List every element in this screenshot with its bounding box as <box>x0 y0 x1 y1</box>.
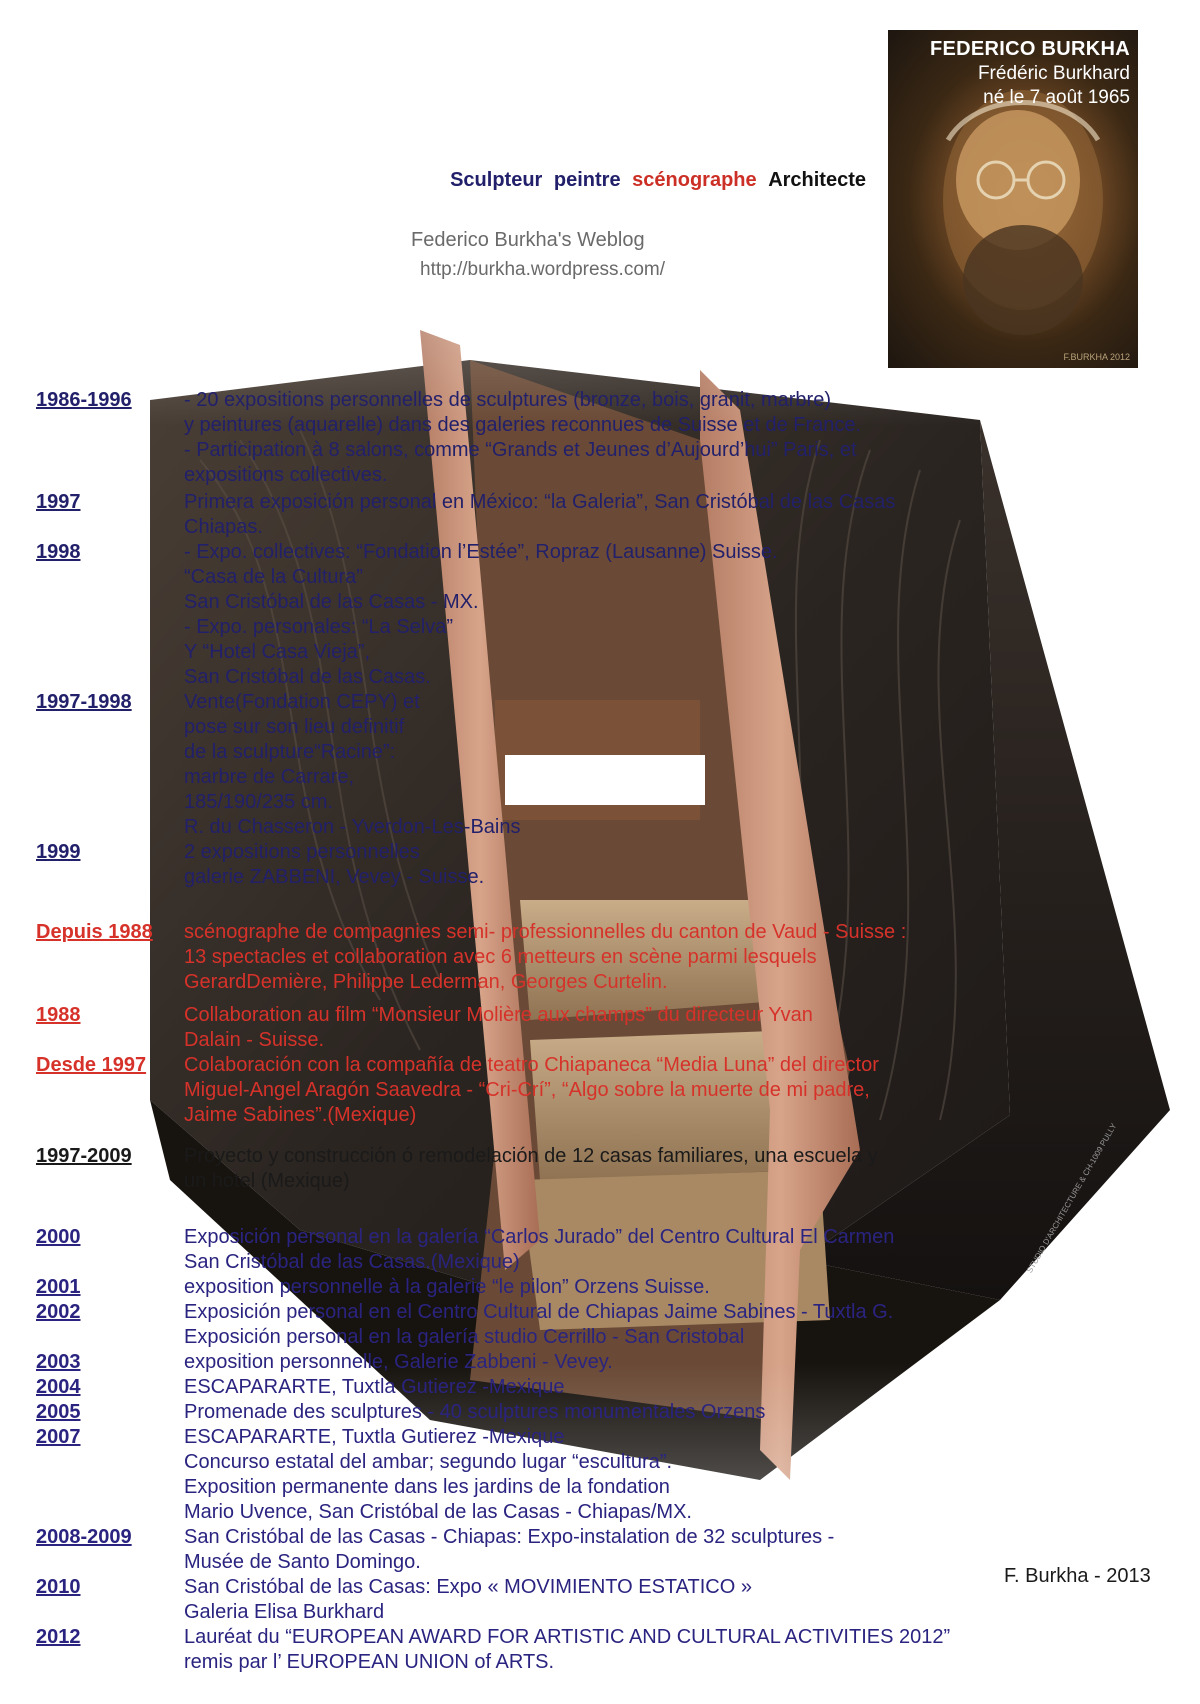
cv-year: Depuis 1988 <box>36 921 153 943</box>
cv-line: exposition personnelle, Galerie Zabbeni - Vevey. <box>184 1351 613 1373</box>
studio-stamp: STUDIO D'ARCHITECTURE & CH-1009 PULLY <box>1025 1121 1119 1275</box>
cv-line: Y “Hotel Casa Vieja”, <box>184 641 371 663</box>
portrait-signature: F.BURKHA 2012 <box>1063 352 1130 362</box>
cv-description <box>184 1425 692 1525</box>
cv-line: 2 expositions personnelles <box>184 841 420 863</box>
cv-line: San Cristóbal de las Casas - MX. <box>184 591 479 613</box>
cv-year: 2007 <box>36 1426 81 1448</box>
cv-line: Chiapas. <box>184 516 263 538</box>
role-peintre: peintre <box>553 169 621 191</box>
cv-description <box>184 1275 710 1300</box>
cv-description <box>184 490 895 540</box>
cv-line: ESCAPARARTE, Tuxtla Gutierez -Mexique <box>184 1426 565 1448</box>
role-scenographe: scénographe <box>632 169 757 191</box>
cv-line: Miguel-Angel Aragón Saavedra - “Cri-Crí”, “Algo sobre la muerte de mi padre, <box>184 1079 870 1101</box>
cv-description <box>184 388 861 488</box>
cv-line: San Cristóbal de las Casas.(Mexique) <box>184 1251 520 1273</box>
cv-line: un hotel (Mexique) <box>184 1170 350 1192</box>
cv-line: Galeria Elisa Burkhard <box>184 1601 385 1623</box>
cv-year: Desde 1997 <box>36 1054 147 1076</box>
cv-description <box>184 920 906 995</box>
cv-line: - Participation à 8 salons, comme “Grands et Jeunes d’Aujourd’hui” Paris, et <box>184 439 857 461</box>
cv-description <box>184 540 778 690</box>
cv-year: 1998 <box>36 541 81 563</box>
cv-line: - Expo. personales: “La Selva” <box>184 616 454 638</box>
cv-description <box>184 1575 752 1625</box>
cv-line: Vente(Fondation CEPY) et <box>184 691 420 713</box>
cv-line: marbre de Carrare, <box>184 766 355 788</box>
cv-line: Promenade des sculptures - 40 sculptures monumentales Orzens <box>184 1401 766 1423</box>
cv-description <box>184 1144 878 1194</box>
cv-year: 1997-2009 <box>36 1145 132 1167</box>
cv-year: 2004 <box>36 1376 81 1398</box>
cv-year: 1986-1996 <box>36 389 132 411</box>
cv-year: 1988 <box>36 1004 81 1026</box>
portrait-real-name: Frédéric Burkhard <box>977 63 1130 84</box>
cv-line: San Cristóbal de las Casas: Expo « MOVIMIENTO ESTATICO » <box>184 1576 752 1598</box>
cv-year: 2002 <box>36 1301 81 1323</box>
cv-line: Exposición personal en la galería studio Cerrillo - San Cristobal <box>184 1326 745 1348</box>
cv-description <box>184 1625 950 1675</box>
cv-line: Primera exposición personal en México: “la Galeria”, San Cristóbal de las Casas <box>184 491 896 513</box>
cv-line: y peintures (aquarelle) dans des galeries reconnues de Suisse et de France. <box>184 414 862 436</box>
cv-description <box>184 840 484 890</box>
weblog-title: Federico Burkha's Weblog <box>411 229 645 251</box>
footer-signature: F. Burkha - 2013 <box>1004 1565 1151 1587</box>
cv-year: 2001 <box>36 1276 81 1298</box>
cv-line: Jaime Sabines”.(Mexique) <box>184 1104 417 1126</box>
cv-line: “Casa de la Cultura” <box>184 566 363 588</box>
cv-line: San Cristóbal de las Casas. <box>184 666 431 688</box>
cv-line: R. du Chasseron - Yverdon-Les-Bains <box>184 816 521 838</box>
cv-line: exposition personnelle à la galerie “le pilon” Orzens Suisse. <box>184 1276 710 1298</box>
cv-line: expositions collectives. <box>184 464 388 486</box>
cv-description <box>184 1350 613 1375</box>
cv-description <box>184 1053 879 1128</box>
portrait-name: FEDERICO BURKHA <box>929 38 1130 60</box>
cv-description <box>184 1525 834 1575</box>
cv-description <box>184 1400 765 1425</box>
cv-line: 185/190/235 cm. <box>184 791 333 813</box>
cv-line: 13 spectacles et collaboration avec 6 metteurs en scène parmi lesquels <box>184 946 817 968</box>
cv-line: Concurso estatal del ambar; segundo lugar “escultura”. <box>184 1451 673 1473</box>
cv-line: ESCAPARARTE, Tuxtla Gutierez -Mexique <box>184 1376 565 1398</box>
cv-line: Exposition permanente dans les jardins de la fondation <box>184 1476 670 1498</box>
cv-year: 2012 <box>36 1626 81 1648</box>
cv-line: Exposición personal en la galería “Carlos Jurado” del Centro Cultural El Carmen <box>184 1226 895 1248</box>
cv-line: Collaboration au film “Monsieur Molière aux champs” du directeur Yvan <box>184 1004 813 1026</box>
cv-description <box>184 1375 565 1400</box>
cv-line: GerardDemière, Philippe Lederman, Georges Curtelin. <box>184 971 668 993</box>
cv-year: 2000 <box>36 1226 81 1248</box>
cv-year: 1997 <box>36 491 81 513</box>
cv-line: Mario Uvence, San Cristóbal de las Casas - Chiapas/MX. <box>184 1501 692 1523</box>
cv-line: de la sculpture“Racine”: <box>184 741 396 763</box>
cv-year: 2010 <box>36 1576 81 1598</box>
cv-line: Dalain - Suisse. <box>184 1029 325 1051</box>
cv-line: - Expo. collectives: “Fondation l’Estée”, Ropraz (Lausanne) Suisse. <box>184 541 778 563</box>
cv-year: 2003 <box>36 1351 81 1373</box>
cv-line: Lauréat du “EUROPEAN AWARD FOR ARTISTIC AND CULTURAL ACTIVITIES 2012” <box>184 1626 951 1648</box>
cv-year: 2005 <box>36 1401 81 1423</box>
cv-line: Proyecto y construcción ó remodelación de 12 casas familiares, una escuela y <box>184 1145 878 1167</box>
cv-line: pose sur son lieu definitif <box>184 716 405 738</box>
cv-line: remis par l’ EUROPEAN UNION of ARTS. <box>184 1651 555 1673</box>
cv-line: galerie ZABBENI, Vevey - Suisse. <box>184 866 485 888</box>
cv-year: 1997-1998 <box>36 691 132 713</box>
role-sculpteur: Sculpteur <box>450 169 543 191</box>
weblog-url[interactable]: http://burkha.wordpress.com/ <box>420 259 665 280</box>
cv-year: 2008-2009 <box>36 1526 132 1548</box>
cv-line: Musée de Santo Domingo. <box>184 1551 421 1573</box>
cv-description <box>184 1225 894 1275</box>
cv-line: scénographe de compagnies semi- professionnelles du canton de Vaud - Suisse : <box>184 921 907 943</box>
role-architecte: Architecte <box>768 169 866 191</box>
cv-description <box>184 1003 813 1053</box>
cv-line: - 20 expositions personnelles de sculptures (bronze, bois, granit, marbre) <box>184 389 831 411</box>
cv-description <box>184 690 520 840</box>
cv-line: Exposición personal en el Centro Cultural de Chiapas Jaime Sabines - Tuxtla G. <box>184 1301 894 1323</box>
cv-year: 1999 <box>36 841 81 863</box>
portrait-birthdate: né le 7 août 1965 <box>983 87 1130 108</box>
cv-line: Colaboración con la compañía de teatro Chiapaneca “Media Luna” del director <box>184 1054 879 1076</box>
cv-line: San Cristóbal de las Casas - Chiapas: Expo-instalation de 32 sculptures - <box>184 1526 835 1548</box>
cv-description <box>184 1300 893 1350</box>
